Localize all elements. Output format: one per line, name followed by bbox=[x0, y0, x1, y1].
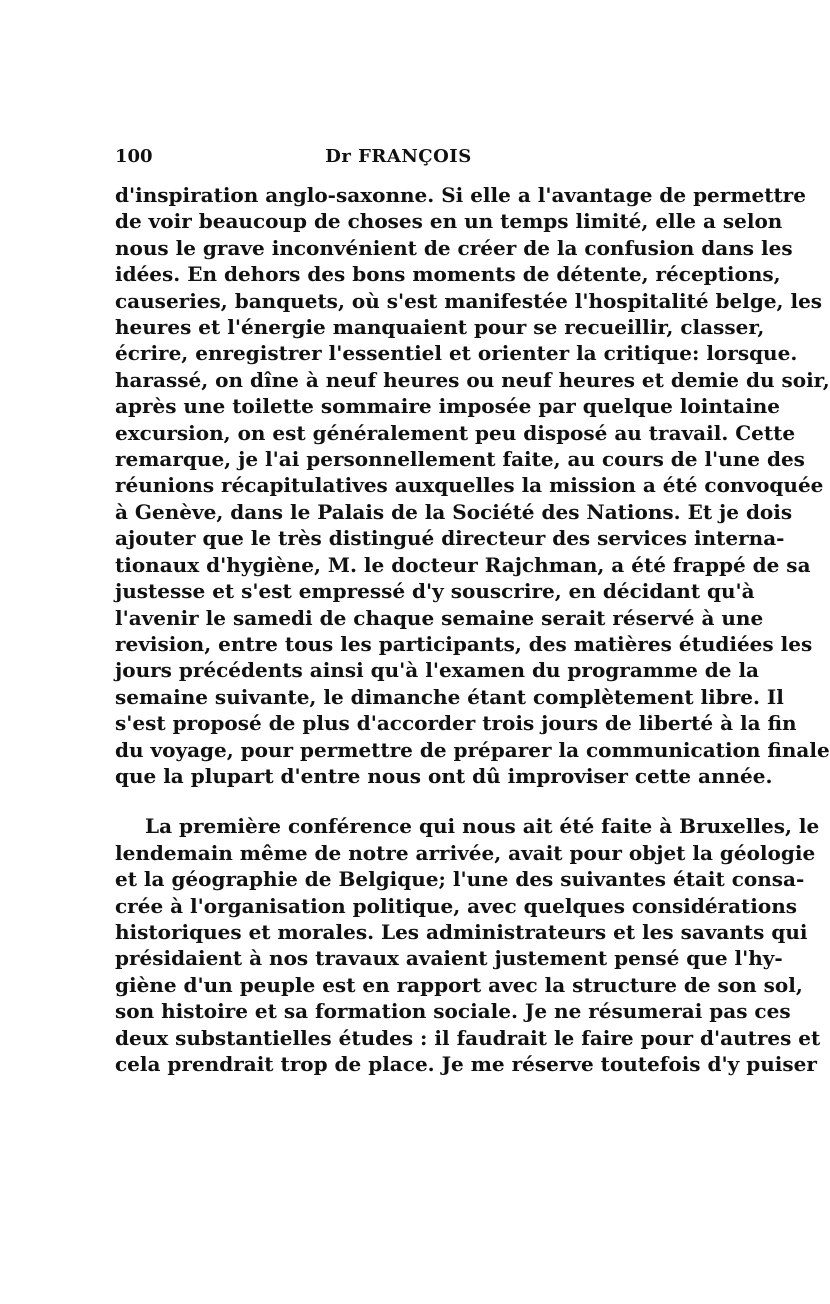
text-line: et la géographie de Belgique; l'une des suivantes était consa- bbox=[115, 867, 805, 892]
text-line: semaine suivante, le dimanche étant complètement libre. Il bbox=[115, 684, 784, 709]
text-line: écrire, enregistrer l'essentiel et orienter la critique: lorsque. bbox=[115, 341, 798, 366]
paragraph-1 bbox=[115, 182, 830, 789]
text-line: à Genève, dans le Palais de la Société des Nations. Et je dois bbox=[115, 499, 793, 524]
text-line: crée à l'organisation politique, avec quelques considérations bbox=[115, 893, 798, 918]
text-line: du voyage, pour permettre de préparer la communication finale bbox=[115, 737, 830, 762]
text-line: causeries, banquets, où s'est manifestée l'hospitalité belge, les bbox=[115, 288, 823, 313]
text-line: giène d'un peuple est en rapport avec la structure de son sol, bbox=[115, 972, 803, 997]
text-line: harassé, on dîne à neuf heures ou neuf heures et demie du soir, bbox=[115, 367, 830, 392]
text-line: lendemain même de notre arrivée, avait pour objet la géologie bbox=[115, 840, 816, 865]
text-line: après une toilette sommaire imposée par quelque lointaine bbox=[115, 394, 780, 419]
text-line: idées. En dehors des bons moments de détente, réceptions, bbox=[115, 262, 781, 287]
text-line: tionaux d'hygiène, M. le docteur Rajchman, a été frappé de sa bbox=[115, 552, 811, 577]
text-line: réunions récapitulatives auxquelles la mission a été convoquée bbox=[115, 473, 824, 498]
text-line: d'inspiration anglo-saxonne. Si elle a l'avantage de permettre bbox=[115, 183, 806, 207]
paragraph-2 bbox=[115, 813, 821, 1076]
text-line: nous le grave inconvénient de créer de la confusion dans les bbox=[115, 235, 793, 260]
text-line: s'est proposé de plus d'accorder trois jours de liberté à la fin bbox=[115, 711, 797, 736]
text-line: ajouter que le très distingué directeur des services interna- bbox=[115, 526, 785, 551]
text-line: jours précédents ainsi qu'à l'examen du programme de la bbox=[115, 658, 760, 683]
paragraph-spacer bbox=[115, 789, 682, 813]
text-line: son histoire et sa formation sociale. Je ne résumerai pas ces bbox=[115, 999, 791, 1024]
text-line: présidaient à nos travaux avaient justement pensé que l'hy- bbox=[115, 946, 783, 971]
text-line: revision, entre tous les participants, des matières étudiées les bbox=[115, 631, 813, 656]
text-line: La première conférence qui nous ait été faite à Bruxelles, le bbox=[145, 814, 820, 839]
page-number: 100 bbox=[115, 146, 153, 167]
cut-off-text-line: cela prendrait trop de place. Je me réserve toutefois d'y puiser bbox=[115, 1052, 817, 1076]
body-text bbox=[115, 182, 830, 1076]
running-header bbox=[115, 146, 682, 176]
text-line: remarque, je l'ai personnellement faite, au cours de l'une des bbox=[115, 447, 805, 472]
text-line: deux substantielles études : il faudrait le faire pour d'autres et bbox=[115, 1025, 821, 1050]
text-line: justesse et s'est empressé d'y souscrire, en décidant qu'à bbox=[115, 579, 755, 604]
text-line: excursion, on est généralement peu disposé au travail. Cette bbox=[115, 420, 796, 445]
text-line: historiques et morales. Les administrateurs et les savants qui bbox=[115, 919, 808, 944]
header-title: Dr FRANÇOIS bbox=[325, 146, 472, 167]
text-line: de voir beaucoup de choses en un temps limité, elle a selon bbox=[115, 209, 783, 234]
text-line: heures et l'énergie manquaient pour se recueillir, classer, bbox=[115, 315, 765, 340]
text-line: que la plupart d'entre nous ont dû improviser cette année. bbox=[115, 763, 773, 788]
text-line: l'avenir le samedi de chaque semaine serait réservé à une bbox=[115, 605, 764, 630]
